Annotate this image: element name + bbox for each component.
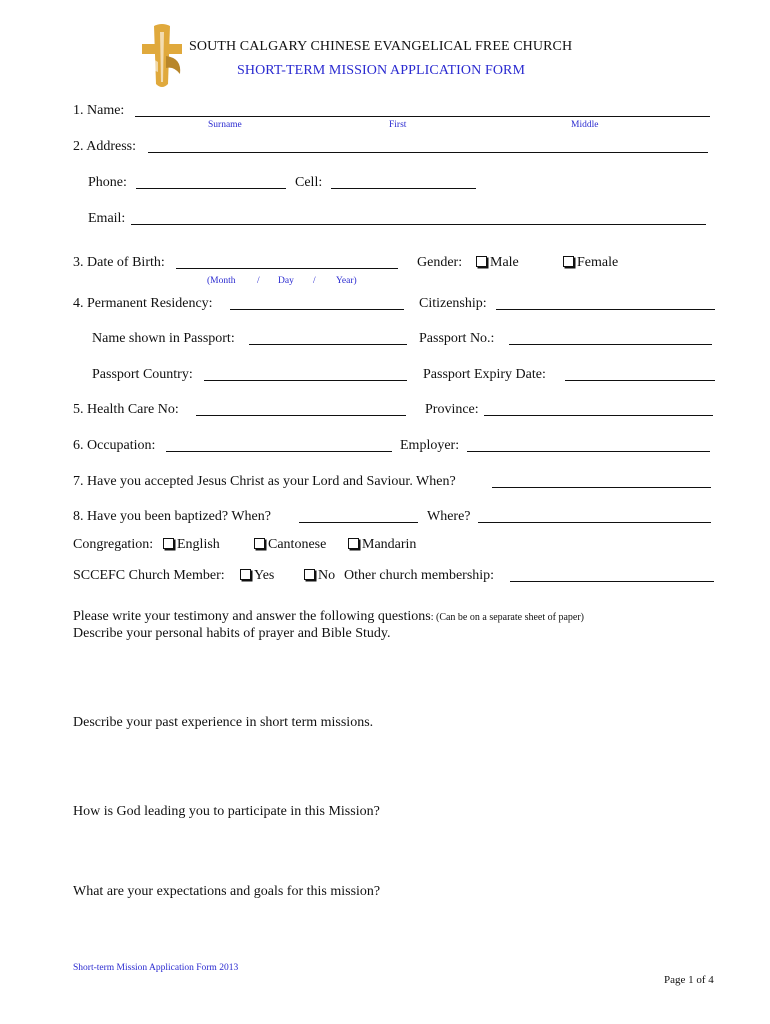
male-option[interactable] [476, 255, 519, 271]
testimony-intro-text: Please write your testimony and answer the following questions [73, 609, 431, 624]
cantonese-option[interactable] [254, 537, 326, 553]
other-membership-field[interactable] [510, 581, 714, 582]
dob-sep-2: / [313, 276, 316, 286]
first-caption: First [389, 120, 407, 130]
church-logo [140, 22, 184, 90]
footer-page-number: Page 1 of 4 [664, 974, 714, 986]
testimony-q3: How is God leading you to participate in this Mission? [73, 804, 380, 819]
dob-field[interactable] [176, 268, 398, 269]
province-label: Province: [425, 402, 479, 417]
employer-field[interactable] [467, 451, 710, 452]
male-label: Male [490, 255, 519, 270]
female-label: Female [577, 255, 619, 270]
q7-field[interactable] [492, 487, 711, 488]
health-care-label: 5. Health Care No: [73, 402, 179, 417]
dob-sep-1: / [257, 276, 260, 286]
passport-country-field[interactable] [204, 380, 407, 381]
yes-label: Yes [254, 568, 275, 583]
where-label: Where? [427, 509, 471, 524]
middle-caption: Middle [571, 120, 599, 130]
employer-label: Employer: [400, 438, 460, 453]
surname-caption: Surname [208, 120, 242, 130]
english-label: English [177, 537, 220, 552]
testimony-intro-note: : (Can be on a separate sheet of paper) [430, 612, 584, 623]
mandarin-checkbox-icon[interactable] [348, 538, 359, 549]
dob-year-caption: Year) [336, 276, 357, 286]
email-label: Email: [88, 211, 126, 226]
female-checkbox-icon[interactable] [563, 256, 574, 267]
name-label: 1. Name: [73, 103, 125, 118]
male-checkbox-icon[interactable] [476, 256, 487, 267]
cross-logo-icon [140, 22, 184, 90]
mandarin-option[interactable] [348, 537, 416, 553]
form-title: SHORT-TERM MISSION APPLICATION FORM [237, 63, 526, 78]
footer-form-name: Short-term Mission Application Form 2013 [73, 963, 239, 973]
name-field[interactable] [135, 116, 710, 117]
testimony-q2: Describe your past experience in short term missions. [73, 715, 374, 730]
address-field[interactable] [148, 152, 708, 153]
occupation-field[interactable] [166, 451, 392, 452]
no-checkbox-icon[interactable] [304, 569, 315, 580]
english-checkbox-icon[interactable] [163, 538, 174, 549]
cell-label: Cell: [295, 175, 323, 190]
testimony-q4: What are your expectations and goals for this mission? [73, 884, 381, 899]
congregation-label: Congregation: [73, 537, 154, 552]
yes-option[interactable] [240, 568, 274, 584]
no-option[interactable] [304, 568, 335, 584]
testimony-intro [73, 609, 584, 626]
yes-checkbox-icon[interactable] [240, 569, 251, 580]
passport-name-field[interactable] [249, 344, 407, 345]
citizenship-label: Citizenship: [419, 296, 487, 311]
passport-name-label: Name shown in Passport: [92, 331, 235, 346]
passport-country-label: Passport Country: [92, 367, 193, 382]
passport-expiry-field[interactable] [565, 380, 715, 381]
q8-field[interactable] [299, 522, 418, 523]
province-field[interactable] [484, 415, 713, 416]
phone-label: Phone: [88, 175, 127, 190]
member-label: SCCEFC Church Member: [73, 568, 225, 583]
q8-label: 8. Have you been baptized? When? [73, 509, 271, 524]
dob-month-caption: (Month [207, 276, 236, 286]
other-membership-label: Other church membership: [344, 568, 495, 583]
english-option[interactable] [163, 537, 220, 553]
where-field[interactable] [478, 522, 711, 523]
church-name: SOUTH CALGARY CHINESE EVANGELICAL FREE CHURCH [189, 39, 573, 54]
passport-expiry-label: Passport Expiry Date: [423, 367, 546, 382]
cantonese-label: Cantonese [268, 537, 327, 552]
no-label: No [318, 568, 336, 583]
email-field[interactable] [131, 224, 706, 225]
address-label: 2. Address: [73, 139, 136, 154]
phone-field[interactable] [136, 188, 286, 189]
dob-label: 3. Date of Birth: [73, 255, 165, 270]
passport-no-field[interactable] [509, 344, 712, 345]
cantonese-checkbox-icon[interactable] [254, 538, 265, 549]
female-option[interactable] [563, 255, 618, 271]
gender-label: Gender: [417, 255, 463, 270]
mandarin-label: Mandarin [362, 537, 417, 552]
occupation-label: 6. Occupation: [73, 438, 156, 453]
q7-label: 7. Have you accepted Jesus Christ as your Lord and Saviour. When? [73, 474, 456, 489]
residency-label: 4. Permanent Residency: [73, 296, 213, 311]
citizenship-field[interactable] [496, 309, 715, 310]
residency-field[interactable] [230, 309, 404, 310]
dob-day-caption: Day [278, 276, 294, 286]
health-care-field[interactable] [196, 415, 406, 416]
testimony-q1: Describe your personal habits of prayer and Bible Study. [73, 626, 391, 641]
cell-field[interactable] [331, 188, 476, 189]
passport-no-label: Passport No.: [419, 331, 495, 346]
